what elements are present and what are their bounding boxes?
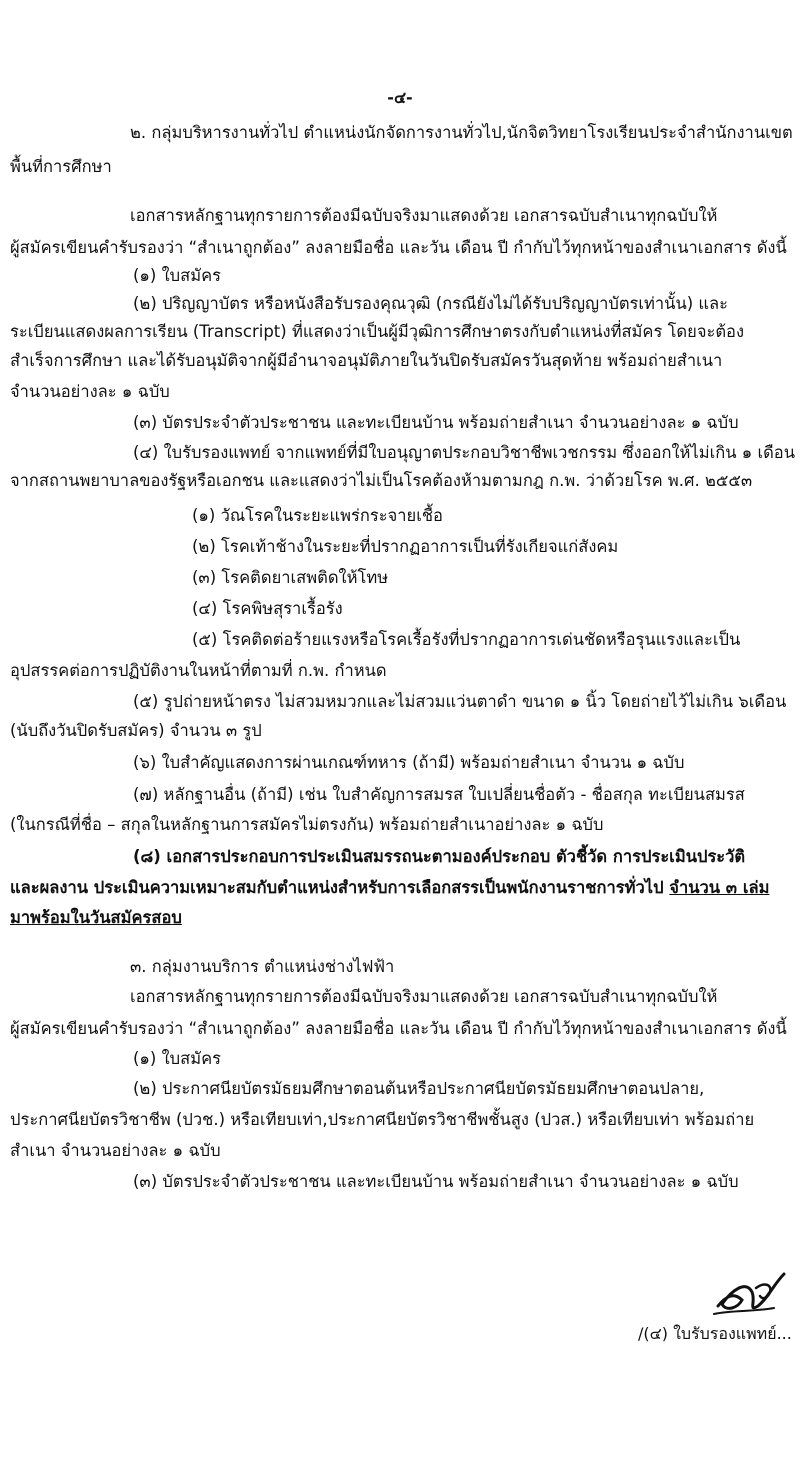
item-assessment-deadline: มาพร้อมในวันสมัครสอบ (10, 908, 182, 927)
section-2-intro: เอกสารหลักฐานทุกรายการต้องมีฉบับจริงมาแสดงด้วย เอกสารฉบับสำเนาทุกฉบับให้ (130, 206, 718, 225)
s3-item-application: (๑) ใบสมัคร (133, 1049, 221, 1068)
section-3-intro: เอกสารหลักฐานทุกรายการต้องมีฉบับจริงมาแสดงด้วย เอกสารฉบับสำเนาทุกฉบับให้ (130, 987, 718, 1006)
item-application: (๑) ใบสมัคร (133, 266, 221, 285)
item-id-card: (๓) บัตรประจำตัวประชาชน และทะเบียนบ้าน พร้อมถ่ายสำเนา จำนวนอย่างละ ๑ ฉบับ (133, 413, 739, 432)
section-2-heading-cont: พื้นที่การศึกษา (10, 157, 112, 176)
disease-5: (๕) โรคติดต่อร้ายแรงหรือโรคเรื้อรังที่ปรากฏอาการเด่นชัดหรือรุนแรงและเป็น (192, 630, 741, 649)
item-assessment: (๘) เอกสารประกอบการประเมินสมรรถนะตามองค์ประกอบ ตัวชี้วัด การประเมินประวัติ (133, 847, 746, 866)
section-3-intro-cont: ผู้สมัครเขียนคำรับรองว่า “สำเนาถูกต้อง” ลงลายมือชื่อ และวัน เดือน ปี กำกับไว้ทุกหน้าของสำเนาเอกสาร ดังนี้ (10, 1019, 787, 1038)
item-degree: (๒) ปริญญาบัตร หรือหนังสือรับรองคุณวุฒิ (กรณียังไม่ได้รับปริญญาบัตรเท่านั้น) และ (133, 294, 729, 313)
item-degree-cont-3: จำนวนอย่างละ ๑ ฉบับ (10, 382, 170, 401)
section-3-heading: ๓. กลุ่มงานบริการ ตำแหน่งช่างไฟฟ้า (130, 957, 395, 976)
item-photo-cont: (นับถึงวันปิดรับสมัคร) จำนวน ๓ รูป (10, 721, 262, 740)
disease-5-cont: อุปสรรคต่อการปฏิบัติงานในหน้าที่ตามที่ ก.พ. กำหนด (10, 661, 387, 680)
s3-item-id-card: (๓) บัตรประจำตัวประชาชน และทะเบียนบ้าน พร้อมถ่ายสำเนา จำนวนอย่างละ ๑ ฉบับ (133, 1172, 739, 1191)
item-degree-cont-1: ระเบียนแสดงผลการเรียน (Transcript) ที่แสดงว่าเป็นผู้มีวุฒิการศึกษาตรงกับตำแหน่งที่สมัคร โดยจะต้อง (10, 322, 745, 341)
continuation-footer: /(๔) ใบรับรองแพทย์... (638, 1324, 792, 1343)
item-medical-cont: จากสถานพยาบาลของรัฐหรือเอกชน และแสดงว่าไม่เป็นโรคต้องห้ามตามกฎ ก.พ. ว่าด้วยโรค พ.ศ. ๒๕๕๓ (10, 471, 753, 490)
item-military: (๖) ใบสำคัญแสดงการผ่านเกณฑ์ทหาร (ถ้ามี) พร้อมถ่ายสำเนา จำนวน ๑ ฉบับ (133, 753, 685, 772)
s3-item-certificate: (๒) ประกาศนียบัตรมัธยมศึกษาตอนต้นหรือประกาศนียบัตรมัธยมศึกษาตอนปลาย, (133, 1079, 705, 1098)
section-2-heading: ๒. กลุ่มบริหารงานทั่วไป ตำแหน่งนักจัดการงานทั่วไป,นักจิตวิทยาโรงเรียนประจำสำนักงานเขต (130, 123, 793, 142)
item-photo: (๕) รูปถ่ายหน้าตรง ไม่สวมหมวกและไม่สวมแว่นตาดำ ขนาด ๑ นิ้ว โดยถ่ายไว้ไม่เกิน ๖เดือน (133, 692, 787, 711)
disease-1: (๑) วัณโรคในระยะแพร่กระจายเชื้อ (192, 506, 443, 525)
page-number: -๔- (387, 88, 413, 107)
disease-4: (๔) โรคพิษสุราเรื้อรัง (192, 599, 343, 618)
s3-item-certificate-cont-1: ประกาศนียบัตรวิชาชีพ (ปวช.) หรือเทียบเท่า,ประกาศนียบัตรวิชาชีพชั้นสูง (ปวส.) หรือเทียบเท่า พร้อมถ่าย (10, 1110, 755, 1129)
signature-mark (712, 1262, 792, 1320)
s3-item-certificate-cont-2: สำเนา จำนวนอย่างละ ๑ ฉบับ (10, 1141, 221, 1160)
item-assessment-cont (10, 876, 769, 900)
item-medical: (๔) ใบรับรองแพทย์ จากแพทย์ที่มีใบอนุญาตประกอบวิชาชีพเวชกรรม ซึ่งออกให้ไม่เกิน ๑ เดือน (133, 443, 795, 462)
item-other-docs-cont: (ในกรณีที่ชื่อ – สกุลในหลักฐานการสมัครไม่ตรงกัน) พร้อมถ่ายสำเนาอย่างละ ๑ ฉบับ (10, 815, 604, 834)
disease-3: (๓) โรคติดยาเสพติดให้โทษ (192, 568, 389, 587)
section-2-intro-cont: ผู้สมัครเขียนคำรับรองว่า “สำเนาถูกต้อง” ลงลายมือชื่อ และวัน เดือน ปี กำกับไว้ทุกหน้าของสำเนาเอกสาร ดังนี้ (10, 238, 787, 257)
item-degree-cont-2: สำเร็จการศึกษา และได้รับอนุมัติจากผู้มีอำนาจอนุมัติภายในวันปิดรับสมัครวันสุดท้าย พร้อมถ่ายสำเนา (10, 351, 723, 370)
disease-2: (๒) โรคเท้าช้างในระยะที่ปรากฏอาการเป็นที่รังเกียจแก่สังคม (192, 537, 619, 556)
item-assessment-cont-text: และผลงาน ประเมินความเหมาะสมกับตำแหน่งสำหรับการเลือกสรรเป็นพนักงานราชการทั่วไป (10, 878, 670, 897)
item-other-docs: (๗) หลักฐานอื่น (ถ้ามี) เช่น ใบสำคัญการสมรส ใบเปลี่ยนชื่อตัว - ชื่อสกุล ทะเบียนสมรส (133, 785, 745, 804)
item-assessment-count: จำนวน ๓ เล่ม (669, 878, 770, 897)
